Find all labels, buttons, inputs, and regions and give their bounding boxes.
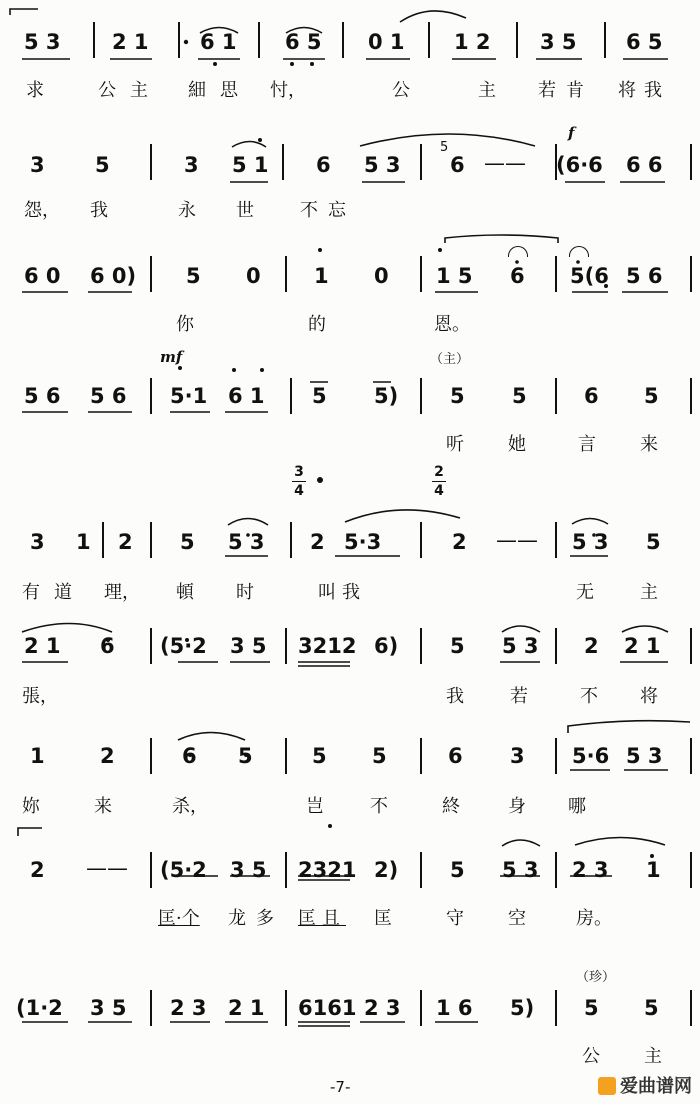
watermark-logo <box>598 1072 692 1098</box>
barline <box>150 522 152 558</box>
barline <box>690 144 692 180</box>
barline <box>420 256 422 292</box>
note-group: 2 <box>584 634 599 658</box>
note-group: 5 3 <box>364 153 401 177</box>
note-group: 1 <box>76 530 91 554</box>
note-group: 2 <box>100 744 115 768</box>
lyric: 恩。 <box>434 314 470 335</box>
lyric: 言 <box>578 434 596 455</box>
barline <box>290 378 292 414</box>
barline <box>555 522 557 558</box>
note-group: 6 <box>510 264 525 288</box>
note-group: 2 <box>30 858 45 882</box>
grace-note: 5 <box>440 140 449 155</box>
barline <box>150 738 152 774</box>
note-group: 2 1 <box>24 634 61 658</box>
barline <box>150 378 152 414</box>
note-group: 5 3 <box>502 634 539 658</box>
note-group: 3 5 <box>230 858 267 882</box>
note-group: 5 <box>644 996 659 1020</box>
note-group: 3 <box>30 153 45 177</box>
lyric: 身 <box>508 796 526 817</box>
note-group: 6 0) <box>90 264 137 288</box>
barline <box>342 22 344 58</box>
barline <box>555 990 557 1026</box>
barline <box>420 738 422 774</box>
note-group: 2 3 <box>170 996 207 1020</box>
note-group: 5 <box>95 153 110 177</box>
lyric: 細思 <box>188 80 252 101</box>
note-group: 3 <box>510 744 525 768</box>
note-group: 1 <box>646 858 661 882</box>
barline <box>516 22 518 58</box>
barline <box>420 628 422 664</box>
note-group: 5·6 <box>572 744 610 768</box>
barline <box>604 22 606 58</box>
lyric: 杀， <box>172 796 208 817</box>
note-group: 6 <box>182 744 197 768</box>
barline <box>102 522 104 558</box>
lyric: 你 <box>176 314 194 335</box>
note-group: 5 1 <box>232 153 269 177</box>
note-group: 5 <box>644 384 659 408</box>
barline <box>93 22 95 58</box>
lyric: 我 <box>90 200 108 221</box>
dynamic-mark: mf <box>160 348 183 366</box>
barline <box>285 628 287 664</box>
barline <box>555 256 557 292</box>
lyric: 来 <box>640 434 658 455</box>
barline <box>690 738 692 774</box>
barline <box>178 22 180 58</box>
lyric: 妳 <box>22 796 40 817</box>
note-group: 6 6 <box>626 153 663 177</box>
barline <box>150 256 152 292</box>
note-group: 5 <box>180 530 195 554</box>
note-group: 5 3 <box>228 530 265 554</box>
time-signature: 2 4 <box>432 464 446 499</box>
barline <box>282 144 284 180</box>
lyric: 忖， <box>270 80 306 101</box>
lyric: 龙 <box>228 908 246 929</box>
lyric: 世 <box>236 200 254 221</box>
note-group: 5 6 <box>24 384 61 408</box>
note-group: 1 6 <box>436 996 473 1020</box>
role-label: （主） <box>430 352 470 367</box>
page-number: -7- <box>330 1078 351 1096</box>
note-group: 0 <box>374 264 389 288</box>
time-signature: 3 4 <box>292 464 306 499</box>
note-group: 5) <box>510 996 535 1020</box>
lyric: 的 <box>308 314 326 335</box>
note-group: 6 0 <box>24 264 61 288</box>
barline <box>285 990 287 1026</box>
lyric: 将 <box>640 686 658 707</box>
note-group: (6·6 <box>556 153 603 177</box>
note-group: 5 3 <box>24 30 61 54</box>
note-group: 5 3 <box>626 744 663 768</box>
note-group: 2321 <box>298 858 357 882</box>
barline <box>555 628 557 664</box>
dynamic-mark: f <box>568 124 575 142</box>
barline <box>690 852 692 888</box>
lyric: 来 <box>94 796 112 817</box>
note-group: 5 3 <box>502 858 539 882</box>
barline <box>690 990 692 1026</box>
lyric: 时 <box>236 582 254 603</box>
lyric: 張， <box>22 686 58 707</box>
note-group: 6 <box>100 634 115 658</box>
note-group: 2 1 <box>112 30 149 54</box>
lyric: 匡 <box>374 908 392 929</box>
note-group: —— <box>496 528 538 552</box>
lyric: 頓 <box>176 582 194 603</box>
note-group: 1 <box>30 744 45 768</box>
note-group: 2 3 <box>364 996 401 1020</box>
lyric: 叫我 <box>318 582 366 603</box>
role-label: （珍） <box>576 970 616 985</box>
note-group: 0 1 <box>368 30 405 54</box>
note-group: 3 5 <box>230 634 267 658</box>
note-group: 6161 <box>298 996 357 1020</box>
barline <box>150 628 152 664</box>
note-group: 2 <box>310 530 325 554</box>
lyric: 我 <box>446 686 464 707</box>
lyric: 匡·个 <box>158 908 200 929</box>
note-group: 6 5 <box>285 30 322 54</box>
lyric: 无 <box>576 582 594 603</box>
lyric: 主 <box>640 582 658 603</box>
barline <box>420 378 422 414</box>
note-group: 0 <box>246 264 261 288</box>
note-group: 6 1 <box>228 384 265 408</box>
note-group: 6 5 <box>626 30 663 54</box>
lyric: 有道 <box>22 582 86 603</box>
note-group: (5·2 <box>160 858 207 882</box>
lyric: 終 <box>442 796 460 817</box>
lyric: 房。 <box>576 908 612 929</box>
note-group: 3 <box>184 153 199 177</box>
barline <box>420 144 422 180</box>
barline <box>150 852 152 888</box>
note-group: 6) <box>374 634 399 658</box>
barline <box>290 522 292 558</box>
note-group: 2 <box>452 530 467 554</box>
note-group: 5 6 <box>90 384 127 408</box>
barline <box>285 852 287 888</box>
note-group: 2) <box>374 858 399 882</box>
note-group: 5) <box>374 384 399 408</box>
lyric: 岂 <box>306 796 324 817</box>
note-group: 5 <box>450 634 465 658</box>
note-group: 5 6 <box>626 264 663 288</box>
note-group: (1·2 <box>16 996 63 1020</box>
lyric: 守 <box>446 908 464 929</box>
barline <box>285 738 287 774</box>
barline <box>150 990 152 1026</box>
note-group: 6 <box>450 153 465 177</box>
note-group: 6 <box>448 744 463 768</box>
note-group: 5·3 <box>344 530 382 554</box>
barline <box>555 378 557 414</box>
note-group: 5(6 <box>570 264 609 288</box>
barline <box>690 378 692 414</box>
note-group: 5 <box>512 384 527 408</box>
barline <box>690 256 692 292</box>
note-group: 6 1 <box>200 30 237 54</box>
note-group: 5 <box>646 530 661 554</box>
note-group: 5 3 <box>572 530 609 554</box>
note-group: 1 <box>314 264 329 288</box>
lyric: 公主 <box>98 80 162 101</box>
note-group: 5 <box>238 744 253 768</box>
lyric: 若 <box>510 686 528 707</box>
note-group: 2 1 <box>228 996 265 1020</box>
lyric: 空 <box>508 908 526 929</box>
barline <box>690 628 692 664</box>
lyric: 不忘 <box>300 200 356 221</box>
note-group: 6 <box>316 153 331 177</box>
lyric: 永 <box>178 200 196 221</box>
note-group: —— <box>86 856 128 880</box>
note-group: 5 <box>372 744 387 768</box>
note-group: 5 <box>584 996 599 1020</box>
barline <box>555 852 557 888</box>
barline <box>420 990 422 1026</box>
lyric: 主 <box>644 1046 662 1067</box>
lyric: 不 <box>370 796 388 817</box>
note-group: 5 <box>312 384 327 408</box>
barline <box>555 738 557 774</box>
note-group: 3212 <box>298 634 357 658</box>
note-group: 3 <box>30 530 45 554</box>
lyric: 理， <box>104 582 140 603</box>
note-group: 3 5 <box>90 996 127 1020</box>
note-group: 6 <box>584 384 599 408</box>
lyric: 若肯 <box>538 80 594 101</box>
note-group: 2 3 <box>572 858 609 882</box>
barline <box>258 22 260 58</box>
note-group: 2 <box>118 530 133 554</box>
music-note-icon <box>598 1077 616 1095</box>
barline <box>150 144 152 180</box>
lyric: 匡且 <box>298 908 346 929</box>
note-group: 5·1 <box>170 384 208 408</box>
barline <box>420 522 422 558</box>
lyric: 求 <box>26 80 44 101</box>
note-group: —— <box>484 151 526 175</box>
barline <box>420 852 422 888</box>
barline <box>428 22 430 58</box>
note-group: 1 2 <box>454 30 491 54</box>
note-group: 3 5 <box>540 30 577 54</box>
lyric: 多 <box>256 908 274 929</box>
note-group: 2 1 <box>624 634 661 658</box>
note-group: 5 <box>450 858 465 882</box>
note-group: 5 <box>186 264 201 288</box>
lyric: 她 <box>508 434 526 455</box>
note-group: 5 <box>312 744 327 768</box>
lyric: 怨， <box>24 200 60 221</box>
note-group: 1 5 <box>436 264 473 288</box>
note-group: (5·2 <box>160 634 207 658</box>
lyric: 不 <box>580 686 598 707</box>
lyric: 哪 <box>568 796 586 817</box>
lyric: 将我 <box>618 80 670 101</box>
lyric: 听 <box>446 434 464 455</box>
barline <box>285 256 287 292</box>
note-group: 5 <box>450 384 465 408</box>
lyric: 主 <box>478 80 496 101</box>
lyric: 公 <box>582 1046 600 1067</box>
watermark-text: 爱曲谱网 <box>620 1076 692 1097</box>
lyric: 公 <box>392 80 410 101</box>
